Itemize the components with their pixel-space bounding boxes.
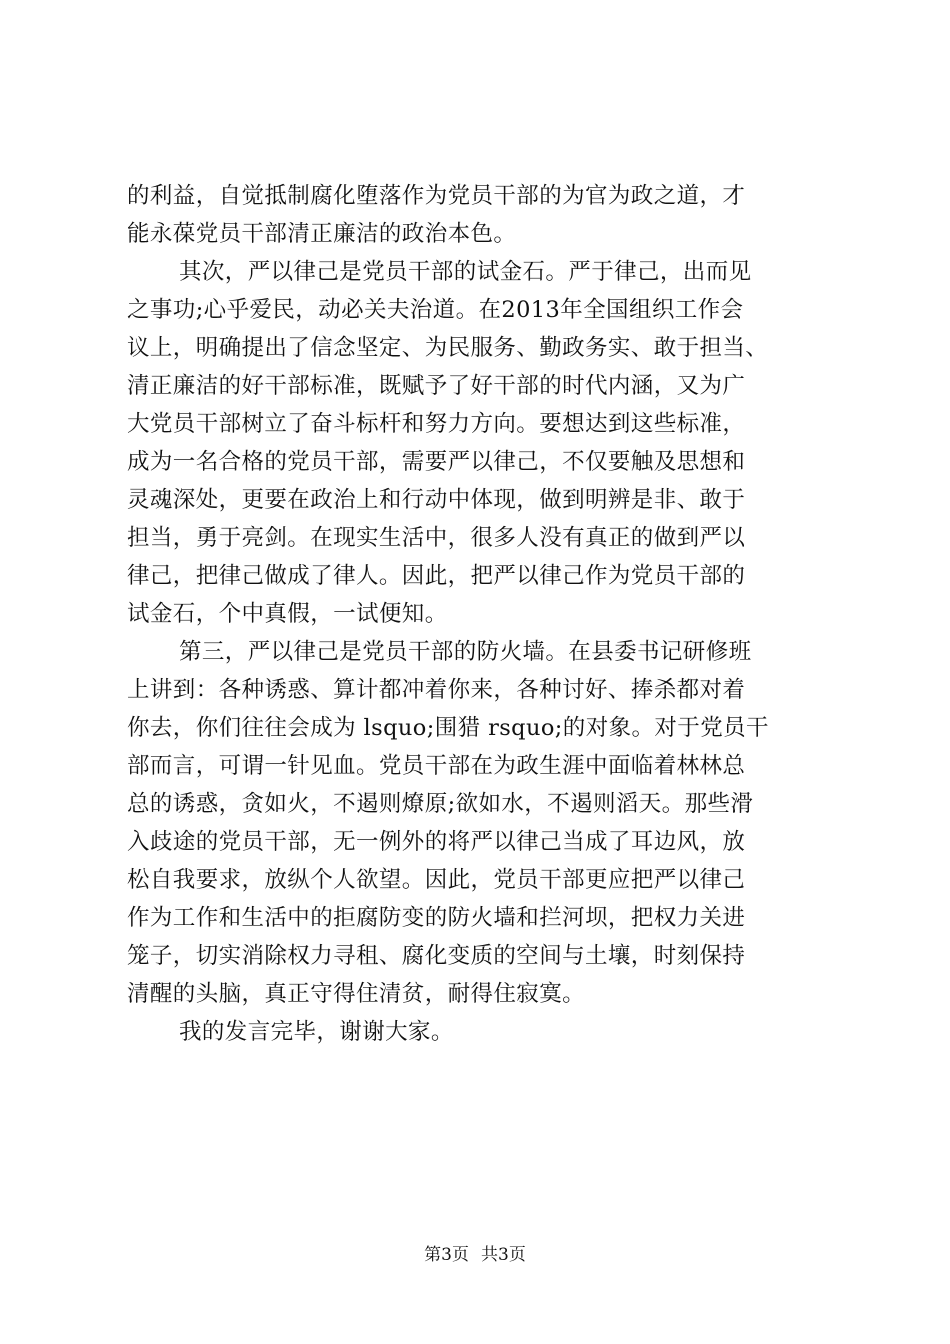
body-line: 担当，勇于亮剑。在现实生活中，很多人没有真正的做到严以 (127, 525, 746, 551)
body-line: 入歧途的党员干部，无一例外的将严以律己当成了耳边风，放 (127, 829, 746, 855)
body-line: 你去，你们往往会成为 lsquo;围猎 rsquo;的对象。对于党员干 (127, 715, 769, 741)
body-line: 清正廉洁的好干部标准，既赋予了好干部的时代内涵，又为广 (127, 373, 746, 399)
body-line: 清醒的头脑，真正守得住清贫，耐得住寂寞。 (127, 981, 586, 1007)
document-body (127, 177, 827, 1051)
body-line: 试金石，个中真假，一试便知。 (127, 601, 448, 627)
page-footer (0, 1243, 950, 1267)
paragraph-start-line: 第三，严以律己是党员干部的防火墙。在县委书记研修班 (179, 639, 752, 665)
body-line: 作为工作和生活中的拒腐防变的防火墙和拦河坝，把权力关进 (127, 905, 746, 931)
body-line: 议上，明确提出了信念坚定、为民服务、勤政务实、敢于担当、 (127, 335, 769, 361)
body-line: 成为一名合格的党员干部，需要严以律己，不仅要触及思想和 (127, 449, 746, 475)
body-line: 能永葆党员干部清正廉洁的政治本色。 (127, 221, 517, 247)
body-line: 灵魂深处，更要在政治上和行动中体现，做到明辨是非、敢于 (127, 487, 746, 513)
body-line: 部而言，可谓一针见血。党员干部在为政生涯中面临着林林总 (127, 753, 746, 779)
body-line: 大党员干部树立了奋斗标杆和努力方向。要想达到这些标准， (127, 411, 746, 437)
closing-line: 我的发言完毕，谢谢大家。 (179, 1019, 454, 1045)
body-line: 总的诱惑，贪如火，不遏则燎原;欲如水，不遏则滔天。那些滑 (127, 791, 754, 817)
body-line: 律己，把律己做成了律人。因此，把严以律己作为党员干部的 (127, 563, 746, 589)
body-line: 的利益，自觉抵制腐化堕落作为党员干部的为官为政之道，才 (127, 183, 746, 209)
body-line: 之事功;心乎爱民，动必关夫治道。在2013年全国组织工作会 (127, 297, 744, 323)
paragraph-start-line: 其次，严以律己是党员干部的试金石。严于律己，出而见 (179, 259, 752, 285)
body-line: 松自我要求，放纵个人欲望。因此，党员干部更应把严以律己 (127, 867, 746, 893)
body-line: 上讲到：各种诱惑、算计都冲着你来，各种讨好、捧杀都对着 (127, 677, 746, 703)
body-line: 笼子，切实消除权力寻租、腐化变质的空间与土壤，时刻保持 (127, 943, 746, 969)
page-total: 共3页 (481, 1245, 526, 1265)
page-number: 第3页 (424, 1245, 469, 1265)
